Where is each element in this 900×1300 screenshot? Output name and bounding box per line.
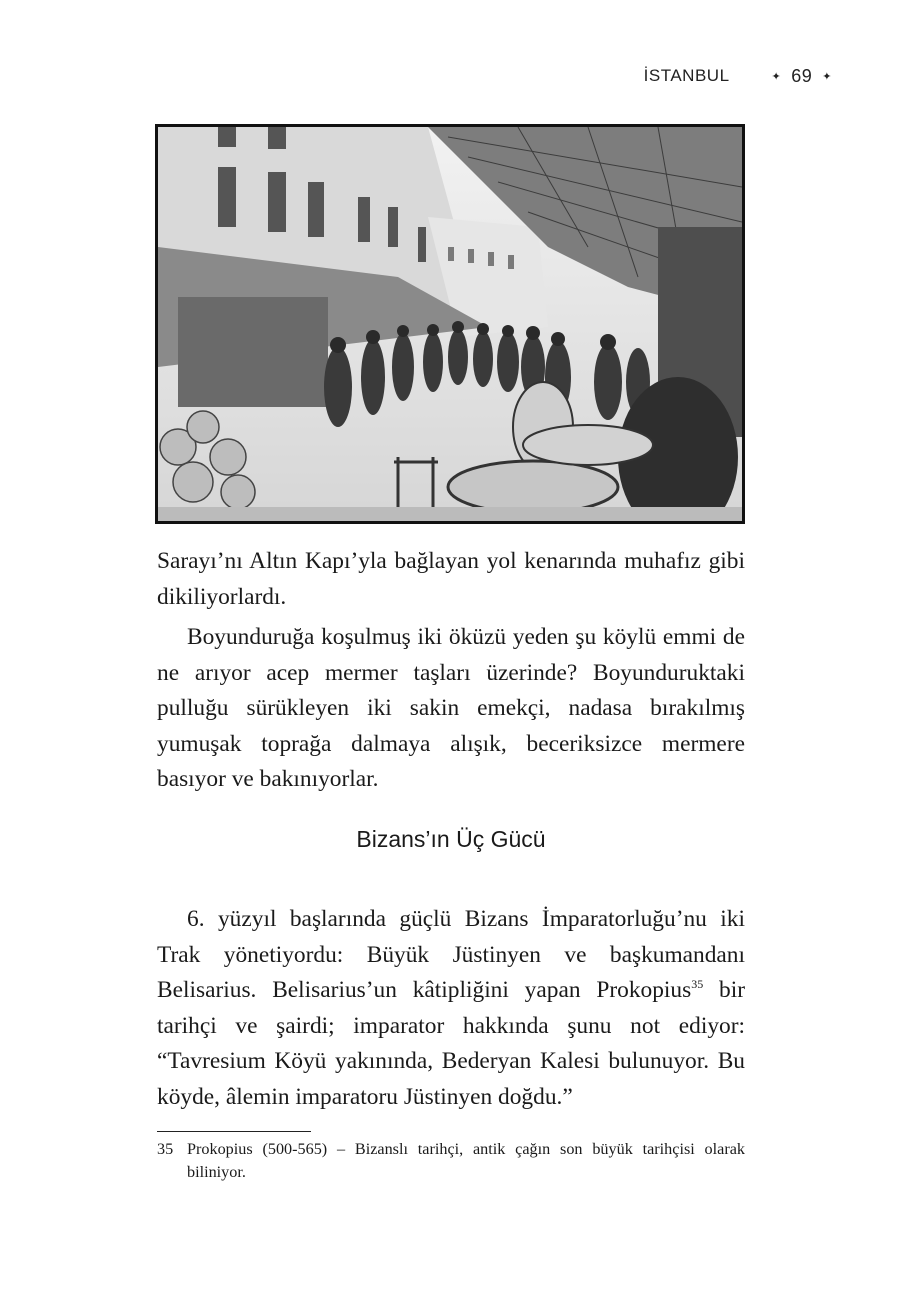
paragraph-oxen xyxy=(157,620,745,798)
paragraph-text-part: bir tarihçi ve şairdi; imparator hakkında şunu not ediyor: “Tavresium Köyü yakınında, Bederyan Kalesi bulunuyor. Bu köyde, âlemin imparatoru Jüstinyen doğdu.” xyxy=(157,977,745,1110)
paragraph-text: Sarayı’nı Altın Kapı’yla bağlayan yol kenarında muhafız gibi dikiliyorlardı. xyxy=(157,548,745,610)
paragraph-continuation xyxy=(157,544,745,615)
market-sketch-drawing xyxy=(158,127,742,521)
footnote xyxy=(157,1138,745,1184)
running-title: İSTANBUL xyxy=(643,66,730,85)
paragraph-text-part: 6. yüzyıl başlarında güçlü Bizans İmparatorluğu’nu iki Trak yönetiyordu: Büyük Jüstinyen ve başkumandanı Belisarius. Belisarius’un kâtipliğini yapan Prokopius xyxy=(157,906,745,1004)
paragraph-byzantium xyxy=(157,902,745,1116)
ornament-right-icon: ✦ xyxy=(822,70,832,83)
footnote-divider xyxy=(157,1131,311,1132)
page-number: 69 xyxy=(791,65,813,86)
market-street-illustration xyxy=(155,124,745,524)
paragraph-text: Boyunduruğa koşulmuş iki öküzü yeden şu köylü emmi de ne arıyor acep mermer taşları üzerinde? Boyunduruktaki pulluğu sürükleyen iki sakin emekçi, nadasa bırakılmış yumuşak toprağa dalmaya alışık, beceriksizce mermere basıyor ve bakınıyorlar. xyxy=(157,624,745,793)
footnote-reference: 35 xyxy=(691,977,704,992)
footnote-number: 35 xyxy=(157,1140,174,1158)
section-heading: Bizans’ın Üç Gücü xyxy=(356,826,546,852)
running-header xyxy=(644,64,832,88)
ornament-left-icon: ✦ xyxy=(771,70,782,83)
paragraph-text xyxy=(157,902,745,1116)
footnote-text: Prokopius (500-565) – Bizanslı tarihçi, antik çağın son büyük tarihçisi olarak biliniyor. xyxy=(187,1140,745,1181)
